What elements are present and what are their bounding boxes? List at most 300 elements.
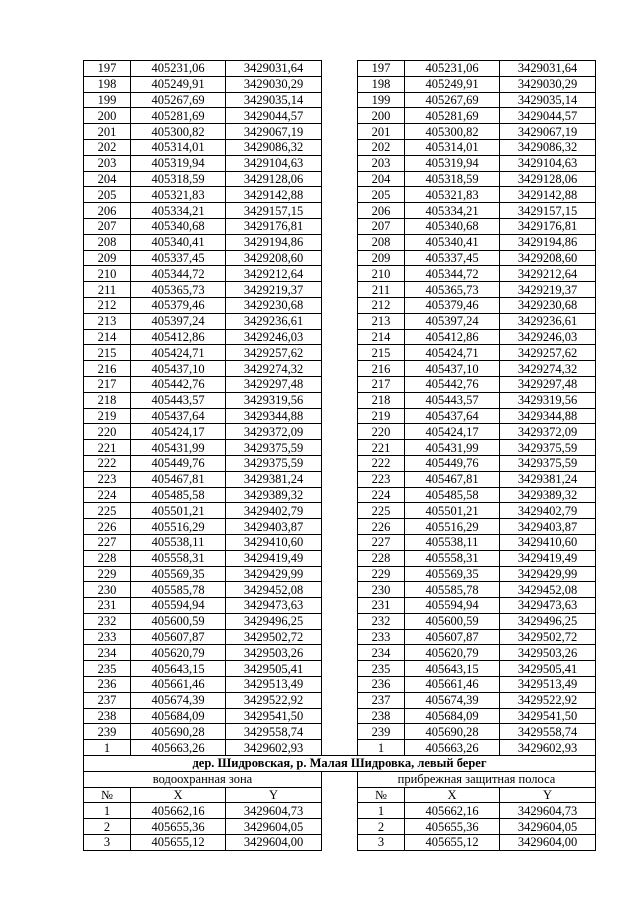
left-point-number: 198: [84, 76, 131, 92]
coordinate-row: [84, 708, 596, 724]
left-y-coordinate: 3429219,37: [226, 282, 322, 298]
left-x-coordinate: 405442,76: [131, 376, 226, 392]
right-y-coordinate: 3429344,88: [500, 408, 596, 424]
right-point-number: 198: [358, 76, 405, 92]
right-x-coordinate: 405449,76: [405, 455, 500, 471]
right-point-number: 201: [358, 124, 405, 140]
left-y-coordinate: 3429403,87: [226, 519, 322, 535]
left-point-number: 230: [84, 582, 131, 598]
left-point-number: 211: [84, 282, 131, 298]
right-point-number: 214: [358, 329, 405, 345]
left-point-number: 224: [84, 487, 131, 503]
right-point-number: 231: [358, 598, 405, 614]
left-x-coordinate: 405424,71: [131, 345, 226, 361]
right-x-coordinate: 405300,82: [405, 124, 500, 140]
right-x-coordinate: 405662,16: [405, 803, 500, 819]
right-point-number: 232: [358, 613, 405, 629]
coordinates-table: [83, 60, 596, 851]
left-y-coordinate: 3429142,88: [226, 187, 322, 203]
left-y-coordinate: 3429030,29: [226, 76, 322, 92]
right-point-number: 206: [358, 203, 405, 219]
header-num-left: №: [84, 787, 131, 803]
right-point-number: 235: [358, 661, 405, 677]
right-point-number: 1: [358, 803, 405, 819]
coordinate-row: [84, 455, 596, 471]
left-x-coordinate: 405397,24: [131, 313, 226, 329]
left-x-coordinate: 405663,26: [131, 740, 226, 756]
right-x-coordinate: 405334,21: [405, 203, 500, 219]
left-y-coordinate: 3429381,24: [226, 471, 322, 487]
right-y-coordinate: 3429104,63: [500, 155, 596, 171]
right-x-coordinate: 405594,94: [405, 598, 500, 614]
left-y-coordinate: 3429429,99: [226, 566, 322, 582]
right-x-coordinate: 405663,26: [405, 740, 500, 756]
right-point-number: 228: [358, 550, 405, 566]
zone-coordinate-row: [84, 835, 596, 851]
right-x-coordinate: 405674,39: [405, 692, 500, 708]
right-x-coordinate: 405690,28: [405, 724, 500, 740]
left-x-coordinate: 405267,69: [131, 92, 226, 108]
coordinate-row: [84, 139, 596, 155]
coordinate-document: [83, 60, 595, 851]
right-y-coordinate: 3429410,60: [500, 534, 596, 550]
left-y-coordinate: 3429236,61: [226, 313, 322, 329]
right-y-coordinate: 3429236,61: [500, 313, 596, 329]
left-x-coordinate: 405412,86: [131, 329, 226, 345]
left-y-coordinate: 3429035,14: [226, 92, 322, 108]
left-point-number: 214: [84, 329, 131, 345]
right-y-coordinate: 3429031,64: [500, 61, 596, 77]
coordinate-row: [84, 376, 596, 392]
right-y-coordinate: 3429194,86: [500, 234, 596, 250]
left-y-coordinate: 3429176,81: [226, 218, 322, 234]
left-point-number: 231: [84, 598, 131, 614]
coordinate-row: [84, 345, 596, 361]
right-x-coordinate: 405558,31: [405, 550, 500, 566]
left-y-coordinate: 3429297,48: [226, 376, 322, 392]
left-x-coordinate: 405661,46: [131, 677, 226, 693]
coordinate-row: [84, 392, 596, 408]
left-x-coordinate: 405437,64: [131, 408, 226, 424]
left-point-number: 228: [84, 550, 131, 566]
coordinate-row: [84, 203, 596, 219]
coordinate-row: [84, 329, 596, 345]
left-point-number: 232: [84, 613, 131, 629]
left-x-coordinate: 405319,94: [131, 155, 226, 171]
coordinate-row: [84, 108, 596, 124]
coordinate-row: [84, 692, 596, 708]
left-y-coordinate: 3429375,59: [226, 455, 322, 471]
left-y-coordinate: 3429604,05: [226, 819, 322, 835]
left-point-number: 222: [84, 455, 131, 471]
coordinate-row: [84, 408, 596, 424]
right-y-coordinate: 3429502,72: [500, 629, 596, 645]
left-y-coordinate: 3429502,72: [226, 629, 322, 645]
right-x-coordinate: 405655,12: [405, 835, 500, 851]
right-x-coordinate: 405318,59: [405, 171, 500, 187]
right-point-number: 202: [358, 139, 405, 155]
left-y-coordinate: 3429402,79: [226, 503, 322, 519]
right-y-coordinate: 3429067,19: [500, 124, 596, 140]
right-point-number: 218: [358, 392, 405, 408]
right-x-coordinate: 405397,24: [405, 313, 500, 329]
left-y-coordinate: 3429319,56: [226, 392, 322, 408]
left-x-coordinate: 405231,06: [131, 61, 226, 77]
right-y-coordinate: 3429473,63: [500, 598, 596, 614]
left-point-number: 235: [84, 661, 131, 677]
left-point-number: 204: [84, 171, 131, 187]
left-point-number: 212: [84, 297, 131, 313]
left-x-coordinate: 405655,36: [131, 819, 226, 835]
header-y-left: Y: [226, 787, 322, 803]
left-point-number: 209: [84, 250, 131, 266]
left-y-coordinate: 3429558,74: [226, 724, 322, 740]
right-y-coordinate: 3429513,49: [500, 677, 596, 693]
left-x-coordinate: 405379,46: [131, 297, 226, 313]
left-point-number: 233: [84, 629, 131, 645]
right-point-number: 222: [358, 455, 405, 471]
left-point-number: 201: [84, 124, 131, 140]
right-x-coordinate: 405344,72: [405, 266, 500, 282]
right-x-coordinate: 405684,09: [405, 708, 500, 724]
right-point-number: 208: [358, 234, 405, 250]
right-point-number: 217: [358, 376, 405, 392]
right-x-coordinate: 405437,10: [405, 361, 500, 377]
right-point-number: 239: [358, 724, 405, 740]
coordinate-row: [84, 297, 596, 313]
right-y-coordinate: 3429219,37: [500, 282, 596, 298]
left-point-number: 206: [84, 203, 131, 219]
left-point-number: 219: [84, 408, 131, 424]
right-x-coordinate: 405442,76: [405, 376, 500, 392]
right-y-coordinate: 3429505,41: [500, 661, 596, 677]
left-x-coordinate: 405620,79: [131, 645, 226, 661]
right-x-coordinate: 405443,57: [405, 392, 500, 408]
coordinate-row: [84, 124, 596, 140]
left-x-coordinate: 405424,17: [131, 424, 226, 440]
right-point-number: 1: [358, 740, 405, 756]
left-x-coordinate: 405449,76: [131, 455, 226, 471]
left-y-coordinate: 3429505,41: [226, 661, 322, 677]
right-x-coordinate: 405620,79: [405, 645, 500, 661]
coordinate-row: [84, 76, 596, 92]
right-point-number: 227: [358, 534, 405, 550]
coordinate-row: [84, 740, 596, 756]
left-x-coordinate: 405467,81: [131, 471, 226, 487]
right-point-number: 216: [358, 361, 405, 377]
right-point-number: 3: [358, 835, 405, 851]
right-x-coordinate: 405249,91: [405, 76, 500, 92]
right-y-coordinate: 3429452,08: [500, 582, 596, 598]
coordinate-row: [84, 534, 596, 550]
right-x-coordinate: 405424,71: [405, 345, 500, 361]
left-y-coordinate: 3429212,64: [226, 266, 322, 282]
right-point-number: 238: [358, 708, 405, 724]
right-y-coordinate: 3429604,73: [500, 803, 596, 819]
left-x-coordinate: 405337,45: [131, 250, 226, 266]
right-y-coordinate: 3429372,09: [500, 424, 596, 440]
left-x-coordinate: 405365,73: [131, 282, 226, 298]
right-point-number: 210: [358, 266, 405, 282]
left-x-coordinate: 405643,15: [131, 661, 226, 677]
left-point-number: 217: [84, 376, 131, 392]
right-x-coordinate: 405281,69: [405, 108, 500, 124]
right-y-coordinate: 3429604,00: [500, 835, 596, 851]
left-y-coordinate: 3429419,49: [226, 550, 322, 566]
coordinate-row: [84, 171, 596, 187]
right-point-number: 237: [358, 692, 405, 708]
left-x-coordinate: 405538,11: [131, 534, 226, 550]
coordinate-row: [84, 313, 596, 329]
left-x-coordinate: 405321,83: [131, 187, 226, 203]
right-y-coordinate: 3429044,57: [500, 108, 596, 124]
left-x-coordinate: 405443,57: [131, 392, 226, 408]
left-point-number: 208: [84, 234, 131, 250]
left-point-number: 237: [84, 692, 131, 708]
left-point-number: 239: [84, 724, 131, 740]
left-point-number: 225: [84, 503, 131, 519]
right-y-coordinate: 3429558,74: [500, 724, 596, 740]
left-y-coordinate: 3429128,06: [226, 171, 322, 187]
right-x-coordinate: 405661,46: [405, 677, 500, 693]
left-zone-title: водоохранная зона: [84, 771, 322, 787]
coordinate-row: [84, 266, 596, 282]
left-point-number: 218: [84, 392, 131, 408]
header-x-left: X: [131, 787, 226, 803]
right-y-coordinate: 3429604,05: [500, 819, 596, 835]
left-x-coordinate: 405684,09: [131, 708, 226, 724]
right-point-number: 213: [358, 313, 405, 329]
right-x-coordinate: 405431,99: [405, 440, 500, 456]
left-point-number: 210: [84, 266, 131, 282]
right-x-coordinate: 405321,83: [405, 187, 500, 203]
left-point-number: 221: [84, 440, 131, 456]
right-point-number: 225: [358, 503, 405, 519]
right-y-coordinate: 3429208,60: [500, 250, 596, 266]
right-y-coordinate: 3429157,15: [500, 203, 596, 219]
right-x-coordinate: 405607,87: [405, 629, 500, 645]
left-x-coordinate: 405314,01: [131, 139, 226, 155]
coordinate-row: [84, 629, 596, 645]
left-x-coordinate: 405569,35: [131, 566, 226, 582]
right-point-number: 209: [358, 250, 405, 266]
left-point-number: 234: [84, 645, 131, 661]
coordinate-row: [84, 61, 596, 77]
coordinate-row: [84, 598, 596, 614]
right-point-number: 204: [358, 171, 405, 187]
left-x-coordinate: 405607,87: [131, 629, 226, 645]
right-y-coordinate: 3429389,32: [500, 487, 596, 503]
left-x-coordinate: 405662,16: [131, 803, 226, 819]
coordinate-row: [84, 234, 596, 250]
coordinate-row: [84, 677, 596, 693]
right-y-coordinate: 3429274,32: [500, 361, 596, 377]
left-y-coordinate: 3429257,62: [226, 345, 322, 361]
coordinate-row: [84, 550, 596, 566]
right-point-number: 212: [358, 297, 405, 313]
right-y-coordinate: 3429375,59: [500, 440, 596, 456]
left-y-coordinate: 3429604,73: [226, 803, 322, 819]
left-y-coordinate: 3429372,09: [226, 424, 322, 440]
right-y-coordinate: 3429403,87: [500, 519, 596, 535]
left-point-number: 202: [84, 139, 131, 155]
right-x-coordinate: 405516,29: [405, 519, 500, 535]
left-y-coordinate: 3429496,25: [226, 613, 322, 629]
left-x-coordinate: 405431,99: [131, 440, 226, 456]
right-point-number: 224: [358, 487, 405, 503]
header-y-right: Y: [500, 787, 596, 803]
left-y-coordinate: 3429344,88: [226, 408, 322, 424]
coordinate-row: [84, 519, 596, 535]
left-x-coordinate: 405344,72: [131, 266, 226, 282]
left-y-coordinate: 3429086,32: [226, 139, 322, 155]
left-x-coordinate: 405281,69: [131, 108, 226, 124]
right-point-number: 200: [358, 108, 405, 124]
left-point-number: 197: [84, 61, 131, 77]
right-x-coordinate: 405600,59: [405, 613, 500, 629]
left-y-coordinate: 3429513,49: [226, 677, 322, 693]
coordinate-row: [84, 155, 596, 171]
left-y-coordinate: 3429604,00: [226, 835, 322, 851]
right-y-coordinate: 3429212,64: [500, 266, 596, 282]
right-y-coordinate: 3429429,99: [500, 566, 596, 582]
right-point-number: 219: [358, 408, 405, 424]
left-x-coordinate: 405340,41: [131, 234, 226, 250]
right-point-number: 205: [358, 187, 405, 203]
left-y-coordinate: 3429375,59: [226, 440, 322, 456]
left-y-coordinate: 3429067,19: [226, 124, 322, 140]
left-x-coordinate: 405594,94: [131, 598, 226, 614]
right-zone-title: прибрежная защитная полоса: [358, 771, 596, 787]
right-x-coordinate: 405340,41: [405, 234, 500, 250]
coordinate-row: [84, 361, 596, 377]
coordinate-row: [84, 645, 596, 661]
left-point-number: 223: [84, 471, 131, 487]
left-y-coordinate: 3429522,92: [226, 692, 322, 708]
right-point-number: 199: [358, 92, 405, 108]
right-y-coordinate: 3429496,25: [500, 613, 596, 629]
right-x-coordinate: 405643,15: [405, 661, 500, 677]
left-point-number: 236: [84, 677, 131, 693]
right-x-coordinate: 405412,86: [405, 329, 500, 345]
right-x-coordinate: 405485,58: [405, 487, 500, 503]
left-y-coordinate: 3429044,57: [226, 108, 322, 124]
left-point-number: 199: [84, 92, 131, 108]
left-y-coordinate: 3429410,60: [226, 534, 322, 550]
right-y-coordinate: 3429541,50: [500, 708, 596, 724]
left-point-number: 207: [84, 218, 131, 234]
right-x-coordinate: 405467,81: [405, 471, 500, 487]
coordinate-row: [84, 487, 596, 503]
left-point-number: 1: [84, 803, 131, 819]
right-point-number: 215: [358, 345, 405, 361]
left-x-coordinate: 405558,31: [131, 550, 226, 566]
right-y-coordinate: 3429035,14: [500, 92, 596, 108]
left-x-coordinate: 405249,91: [131, 76, 226, 92]
left-x-coordinate: 405437,10: [131, 361, 226, 377]
coordinate-row: [84, 582, 596, 598]
right-y-coordinate: 3429142,88: [500, 187, 596, 203]
right-y-coordinate: 3429128,06: [500, 171, 596, 187]
left-y-coordinate: 3429230,68: [226, 297, 322, 313]
right-y-coordinate: 3429602,93: [500, 740, 596, 756]
right-x-coordinate: 405314,01: [405, 139, 500, 155]
left-point-number: 203: [84, 155, 131, 171]
left-point-number: 216: [84, 361, 131, 377]
right-point-number: 236: [358, 677, 405, 693]
right-x-coordinate: 405340,68: [405, 218, 500, 234]
right-y-coordinate: 3429257,62: [500, 345, 596, 361]
coordinate-row: [84, 724, 596, 740]
left-point-number: 229: [84, 566, 131, 582]
zone-coordinate-row: [84, 803, 596, 819]
coordinate-row: [84, 661, 596, 677]
right-point-number: 203: [358, 155, 405, 171]
left-x-coordinate: 405600,59: [131, 613, 226, 629]
left-x-coordinate: 405340,68: [131, 218, 226, 234]
coordinate-row: [84, 471, 596, 487]
header-x-right: X: [405, 787, 500, 803]
coordinate-row: [84, 424, 596, 440]
right-x-coordinate: 405379,46: [405, 297, 500, 313]
left-y-coordinate: 3429157,15: [226, 203, 322, 219]
left-x-coordinate: 405585,78: [131, 582, 226, 598]
coordinate-row: [84, 218, 596, 234]
coordinate-row: [84, 613, 596, 629]
left-point-number: 1: [84, 740, 131, 756]
left-point-number: 215: [84, 345, 131, 361]
right-x-coordinate: 405365,73: [405, 282, 500, 298]
right-point-number: 211: [358, 282, 405, 298]
left-x-coordinate: 405674,39: [131, 692, 226, 708]
left-y-coordinate: 3429208,60: [226, 250, 322, 266]
coordinate-row: [84, 92, 596, 108]
right-y-coordinate: 3429419,49: [500, 550, 596, 566]
right-y-coordinate: 3429246,03: [500, 329, 596, 345]
left-x-coordinate: 405334,21: [131, 203, 226, 219]
left-point-number: 213: [84, 313, 131, 329]
left-point-number: 205: [84, 187, 131, 203]
right-point-number: 230: [358, 582, 405, 598]
left-point-number: 2: [84, 819, 131, 835]
left-point-number: 3: [84, 835, 131, 851]
right-point-number: 197: [358, 61, 405, 77]
right-y-coordinate: 3429176,81: [500, 218, 596, 234]
right-point-number: 229: [358, 566, 405, 582]
right-x-coordinate: 405337,45: [405, 250, 500, 266]
left-y-coordinate: 3429452,08: [226, 582, 322, 598]
right-x-coordinate: 405655,36: [405, 819, 500, 835]
right-point-number: 223: [358, 471, 405, 487]
left-point-number: 238: [84, 708, 131, 724]
coordinate-row: [84, 566, 596, 582]
left-x-coordinate: 405516,29: [131, 519, 226, 535]
right-y-coordinate: 3429297,48: [500, 376, 596, 392]
coordinate-row: [84, 250, 596, 266]
right-y-coordinate: 3429375,59: [500, 455, 596, 471]
left-point-number: 220: [84, 424, 131, 440]
coordinate-row: [84, 282, 596, 298]
right-point-number: 234: [358, 645, 405, 661]
right-point-number: 226: [358, 519, 405, 535]
right-x-coordinate: 405569,35: [405, 566, 500, 582]
right-x-coordinate: 405437,64: [405, 408, 500, 424]
right-point-number: 233: [358, 629, 405, 645]
coordinate-row: [84, 187, 596, 203]
right-x-coordinate: 405424,17: [405, 424, 500, 440]
left-y-coordinate: 3429541,50: [226, 708, 322, 724]
right-x-coordinate: 405538,11: [405, 534, 500, 550]
